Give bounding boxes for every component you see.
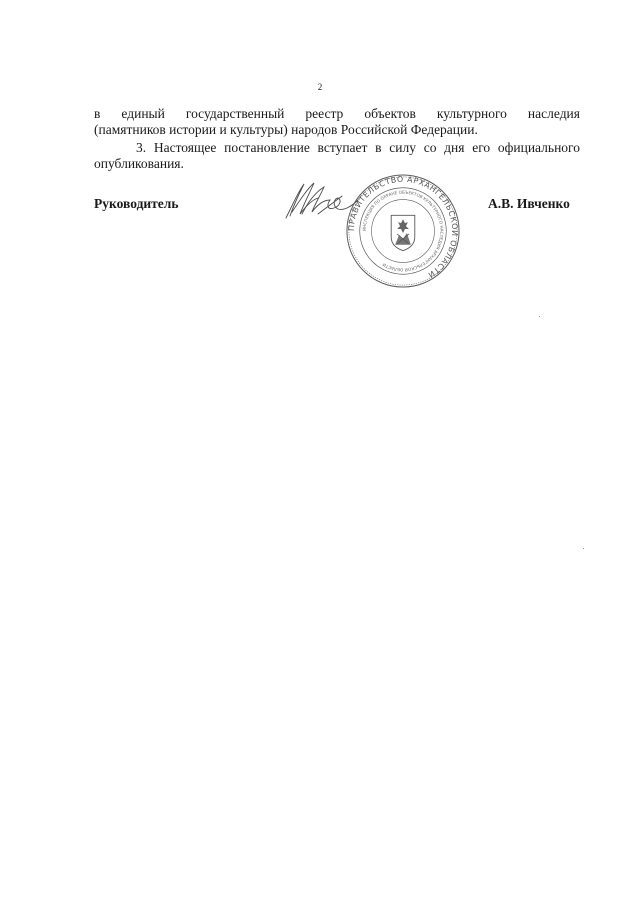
- paragraph-3-line-1: [94, 140, 580, 156]
- scan-speck: [583, 548, 584, 549]
- signer-name: А.В. Ивченко: [488, 196, 570, 211]
- paragraph-3-line-2: опубликования.: [94, 156, 184, 171]
- svg-text:ПРАВИТЕЛЬСТВО АРХАНГЕЛЬСКОЙ ОБ: ПРАВИТЕЛЬСТВО АРХАНГЕЛЬСКОЙ ОБЛАСТИ: [346, 174, 460, 280]
- signer-position-title: Руководитель: [94, 196, 179, 211]
- paragraph-text: [94, 140, 580, 156]
- paragraph-text: в единый государственный реестр объектов культурного наследия: [94, 106, 580, 121]
- paragraph-continuation-line-1: [94, 106, 580, 122]
- svg-text:ИНСПЕКЦИЯ ПО ОХРАНЕ ОБЪЕКТОВ К: ИНСПЕКЦИЯ ПО ОХРАНЕ ОБЪЕКТОВ КУЛЬТУРНОГО НАСЛЕДИЯ АРХАНГЕЛЬСКОЙ ОБЛАСТИ: [361, 189, 445, 273]
- paragraph-continuation-line-2: (памятников истории и культуры) народов Российской Федерации.: [94, 122, 478, 137]
- official-seal: [344, 172, 462, 290]
- page-number: 2: [317, 82, 323, 92]
- scan-speck: [539, 316, 540, 317]
- paragraph-3-text: 3. Настоящее постановление вступает в силу со дня его официального: [136, 140, 580, 155]
